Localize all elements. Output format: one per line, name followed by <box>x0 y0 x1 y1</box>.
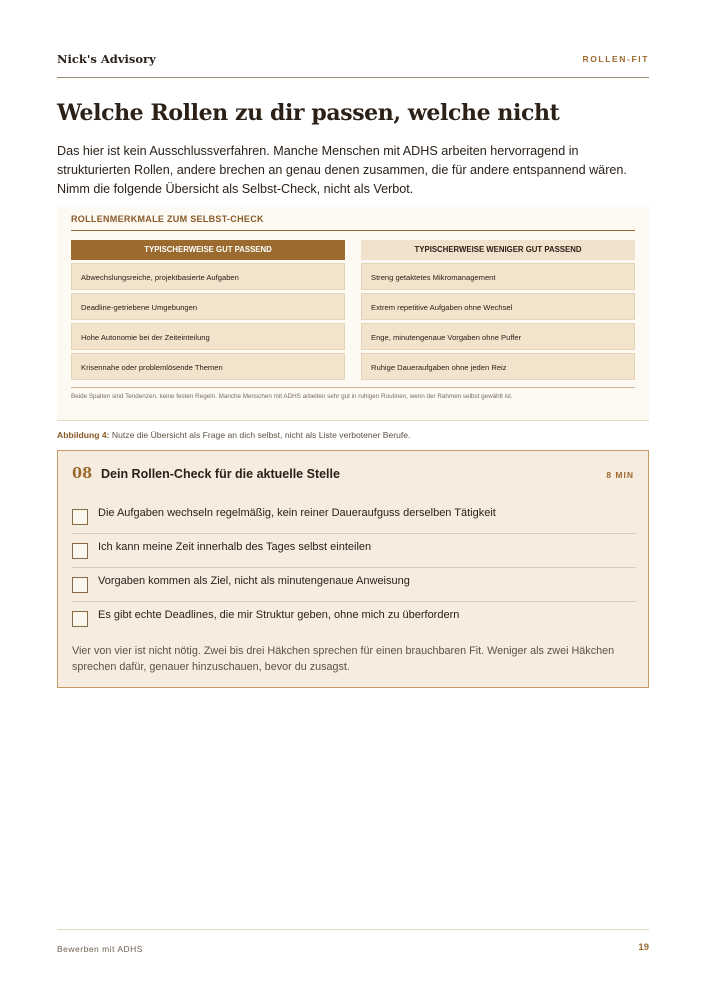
caption-text: Nutze die Übersicht als Frage an dich selbst, nicht als Liste verbotener Berufe. <box>109 430 411 440</box>
poor-fit-item: Extrem repetitive Aufgaben ohne Wechsel <box>361 293 635 320</box>
section-tag: ROLLEN-FIT <box>582 54 649 64</box>
checkbox[interactable] <box>72 611 88 627</box>
figure-divider <box>71 230 635 231</box>
footer-book-title: Bewerben mit ADHS <box>57 944 143 954</box>
checklist-item <box>72 534 636 568</box>
checklist-title: Dein Rollen-Check für die aktuelle Stelle <box>101 467 340 481</box>
checkbox[interactable] <box>72 577 88 593</box>
checklist-item-label: Es gibt echte Deadlines, die mir Struktur geben, ohne mich zu überfordern <box>98 609 460 621</box>
checklist-footer-text: Vier von vier ist nicht nötig. Zwei bis drei Häkchen sprechen für einen brauchbaren Fit. Weniger als zwei Häkchen sprechen dafür, genauer hinzuschauen, bevor du zusagst. <box>72 645 615 673</box>
checkbox[interactable] <box>72 509 88 525</box>
checklist-item <box>72 602 636 636</box>
good-fit-item: Deadline-getriebene Umgebungen <box>71 293 345 320</box>
checklist-item-label: Ich kann meine Zeit innerhalb des Tages selbst einteilen <box>98 541 372 553</box>
good-fit-header: TYPISCHERWEISE GUT PASSEND <box>71 240 345 260</box>
good-fit-item: Abwechslungsreiche, projektbasierte Aufgaben <box>71 263 345 290</box>
figure-footer-divider <box>71 387 635 388</box>
good-fit-column <box>71 240 345 380</box>
figure-title: ROLLENMERKMALE ZUM SELBST-CHECK <box>71 214 264 224</box>
checklist-item <box>72 568 636 602</box>
role-checklist <box>57 450 649 688</box>
footer-divider <box>57 929 649 930</box>
figure-caption <box>57 430 410 440</box>
checklist-item-label: Vorgaben kommen als Ziel, nicht als minutengenaue Anweisung <box>98 575 410 587</box>
running-header <box>57 52 649 78</box>
checklist-item-label: Die Aufgaben wechseln regelmäßig, kein reiner Daueraufguss derselben Tätigkeit <box>98 507 496 519</box>
figure-note: Beide Spalten sind Tendenzen, keine festen Regeln. Manche Menschen mit ADHS arbeiten sehr gut in ruhigen Routinen, wenn der Rahmen selbst gewählt ist. <box>71 393 513 400</box>
role-overview-figure <box>57 207 649 421</box>
poor-fit-item: Ruhige Daueraufgaben ohne jeden Reiz <box>361 353 635 380</box>
document-page <box>57 0 649 1000</box>
checklist-item <box>72 500 636 534</box>
intro-paragraph: Das hier ist kein Ausschlussverfahren. Manche Menschen mit ADHS arbeiten hervorragend in strukturierten Rollen, andere brechen an genau denen zusammen, die für andere entspannend wären. Nimm die folgende Übersicht als Selbst-Check, nicht als Verbot. <box>57 144 627 196</box>
poor-fit-item: Enge, minutengenaue Vorgaben ohne Puffer <box>361 323 635 350</box>
good-fit-item: Hohe Autonomie bei der Zeiteinteilung <box>71 323 345 350</box>
poor-fit-column <box>361 240 635 380</box>
good-fit-item: Krisennahe oder problemlösende Themen <box>71 353 345 380</box>
checklist-number: 08 <box>72 465 93 482</box>
poor-fit-header: TYPISCHERWEISE WENIGER GUT PASSEND <box>361 240 635 260</box>
checklist-duration: 8 MIN <box>606 470 634 480</box>
poor-fit-item: Streng getaktetes Mikromanagement <box>361 263 635 290</box>
brand-name: Nick's Advisory <box>57 52 156 66</box>
checkbox[interactable] <box>72 543 88 559</box>
page-number: 19 <box>638 942 649 953</box>
caption-label: Abbildung 4: <box>57 430 110 440</box>
page-title: Welche Rollen zu dir passen, welche nicht <box>57 100 560 126</box>
